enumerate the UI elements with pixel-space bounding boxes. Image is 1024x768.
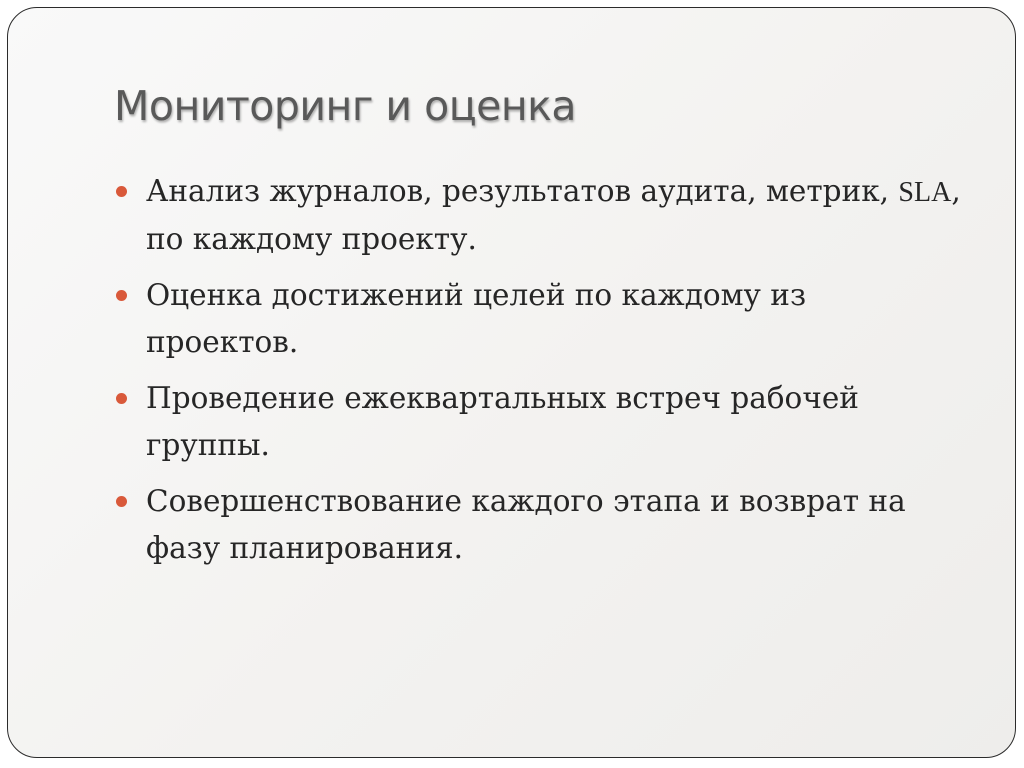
bullet-text: Оценка достижений целей по каждому из проектов. bbox=[146, 278, 807, 359]
slide-title: Мониторинг и оценка bbox=[114, 82, 577, 130]
bullet-text: Совершенствование каждого этапа и возврат на фазу планирования. bbox=[146, 484, 906, 565]
bullet-text-suffix: , по каждому проекту. bbox=[146, 174, 961, 256]
bullet-text bbox=[146, 168, 964, 263]
bullet-dot-icon bbox=[116, 393, 127, 404]
bullet-dot-icon bbox=[116, 496, 127, 507]
bullet-dot-icon bbox=[116, 290, 127, 301]
bullet-text-prefix: Анализ журналов, результатов аудита, метрик, bbox=[146, 174, 899, 208]
bullet-dot-icon bbox=[116, 186, 127, 197]
bullet-item bbox=[114, 478, 964, 572]
bullet-item bbox=[114, 375, 964, 469]
bullet-item bbox=[114, 168, 964, 263]
bullet-item bbox=[114, 272, 964, 366]
bullet-text: Проведение ежеквартальных встреч рабочей группы. bbox=[146, 381, 859, 462]
bullet-list bbox=[114, 168, 964, 581]
sla-abbreviation: SLA bbox=[898, 177, 952, 208]
